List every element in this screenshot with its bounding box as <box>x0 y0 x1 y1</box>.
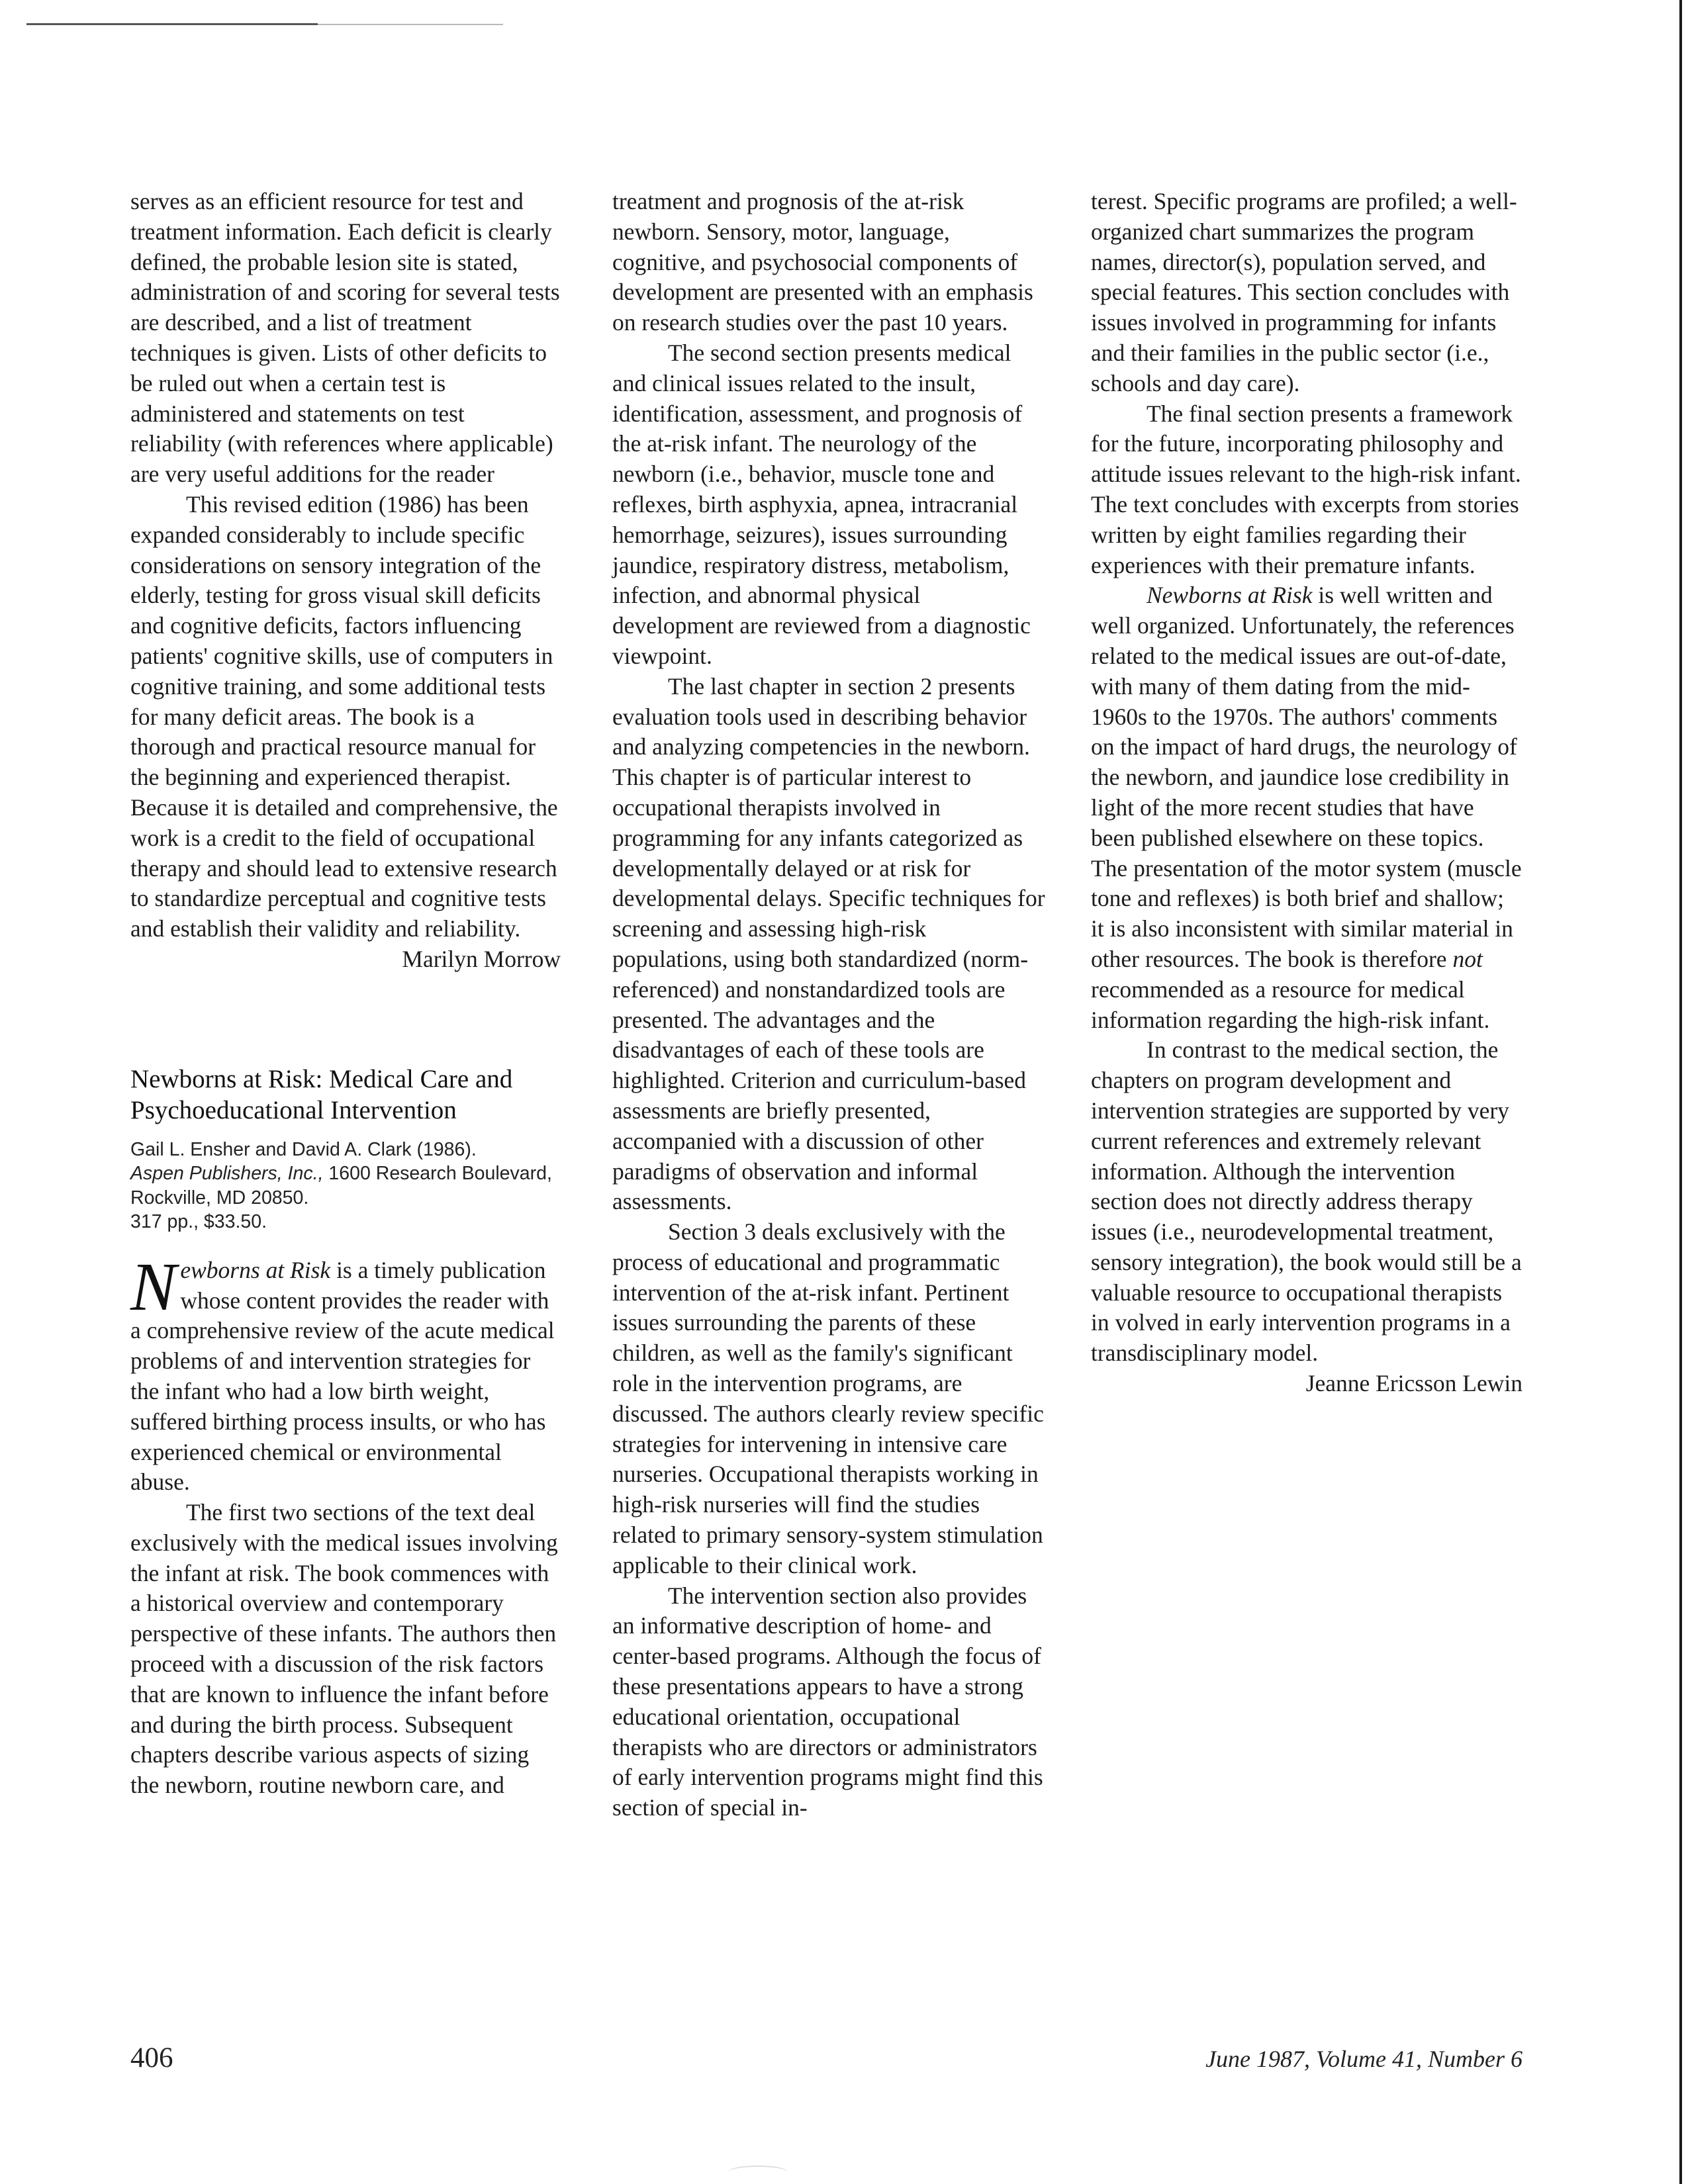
column-2 <box>612 187 1046 1823</box>
paragraph-text: recommended as a resource for medical information regarding the high-risk infant. <box>1091 976 1490 1033</box>
column-1 <box>130 187 561 1801</box>
paragraph <box>130 1248 561 1498</box>
paragraph: This revised edition (1986) has been expanded considerably to include specific considerations on sensory integration of the elderly, testing for gross visual skill deficits and cognitive deficits, factors influencing patients' cognitive skills, use of computers in cognitive training, and some additional tests for many deficit areas. The book is a thorough and practical resource manual for the beginning and experienced therapist. Because it is detailed and comprehensive, the work is a credit to the field of occupational therapy and should lead to extensive research to standardize perceptual and cognitive tests and establish their validity and reliability. <box>130 490 558 942</box>
book-address: 1600 Research Boulevard, Rockville, MD 20850. <box>130 1163 552 1208</box>
book-publisher: Aspen Publishers, Inc., <box>130 1163 324 1185</box>
book-citation <box>130 1138 561 1234</box>
page-edge <box>1679 0 1682 2184</box>
column-3 <box>1091 187 1523 1399</box>
book-publisher-line <box>130 1161 561 1210</box>
paragraph-text: is a timely publication whose content provides the reader with a comprehensive review of the acute medical problems of and intervention strategies for the infant who had a low birth weight, suffered birthing process insults, or who has experienced chemical or environmental abuse. <box>130 1256 555 1496</box>
book-title-italic: ewborns at Risk <box>180 1256 331 1283</box>
book-price: 317 pp., $33.50. <box>130 1211 267 1233</box>
paragraph: In contrast to the medical section, the chapters on program development and intervention strategies are supported by very current references and extremely relevant information. Although the intervention section does not directly address therapy issues (i.e., neurodevelopmental treatment, sensory integration), the book would still be a valuable resource to occupational therapists in volved in early intervention programs in a transdisciplinary model. <box>1091 1036 1522 1367</box>
paragraph: Section 3 deals exclusively with the process of educational and programmatic intervention of the at-risk infant. Pertinent issues surrounding the parents of these children, as well as the family's significant role in the intervention programs, are discussed. The authors clearly review specific strategies for intervening in intensive care nurseries. Occupational therapists working in high-risk nurseries will find the studies related to primary sensory-system stimulation applicable to their clinical work. <box>612 1218 1044 1578</box>
paragraph: The second section presents medical and clinical issues related to the insult, identification, assessment, and prognosis of the at-risk infant. The neurology of the newborn (i.e., behavior, muscle tone and reflexes, birth asphyxia, apnea, intracranial hemorrhage, seizures), issues surrounding jaundice, respiratory distress, metabolism, infection, and abnormal physical development are reviewed from a diagnostic viewpoint. <box>612 339 1031 669</box>
paragraph: treatment and prognosis of the at-risk newborn. Sensory, motor, language, cognitive, and psychosocial components of development are presented with an emphasis on research studies over the past 10 years. <box>612 188 1033 336</box>
review-title: Newborns at Risk: Medical Care and Psychoeducational Intervention <box>130 1064 513 1124</box>
book-authors: Gail L. Ensher and David A. Clark (1986). <box>130 1138 477 1160</box>
paragraph-text: is well written and well organized. Unfortunately, the references related to the medical issues are out-of-date, with many of them dating from the mid-1960s to the 1970s. The authors' comments on the impact of hard drugs, the neurology of the newborn, and jaundice lose credibility in light of the more recent studies that have been published elsewhere on these topics. The presentation of the motor system (muscle tone and reflexes) is both brief and shallow; it is also inconsistent with similar material in other resources. The book is therefore <box>1091 582 1522 972</box>
drop-cap: N <box>130 1248 177 1325</box>
paragraph: serves as an efficient resource for test and treatment information. Each deficit is clearly defined, the probable lesion site is stated, administration of and scoring for several tests are described, and a list of treatment techniques is given. Lists of other deficits to be ruled out when a certain test is administered and statements on test reliability (with references where applicable) are very useful additions for the reader <box>130 188 560 488</box>
reviewer-signature: Marilyn Morrow <box>402 945 561 972</box>
paragraph: terest. Specific programs are profiled; a well-organized chart summarizes the program names, director(s), population served, and special features. This section concludes with issues involved in programming for infants and their families in the public sector (i.e., schools and day care). <box>1091 188 1517 396</box>
paragraph: The intervention section also provides an informative description of home- and center-based programs. Although the focus of these presentations appears to have a strong educational orientation, occupational therapists who are directors or administrators of early intervention programs might find this section of special in- <box>612 1582 1043 1821</box>
faint-stamp-mark <box>728 2165 788 2179</box>
book-title-italic: Newborns at Risk <box>1147 582 1313 609</box>
paragraph: The final section presents a framework for the future, incorporating philosophy and attitude issues relevant to the high-risk infant. The text concludes with excerpts from stories written by eight families regarding their experiences with their premature infants. <box>1091 400 1521 578</box>
header-rule-dark <box>26 23 318 25</box>
emphasis: not <box>1452 945 1483 972</box>
paragraph: The last chapter in section 2 presents evaluation tools used in describing behavior and analyzing competencies in the newborn. This chapter is of particular interest to occupational therapists involved in programming for any infants categorized as developmentally delayed or at risk for developmental delays. Specific techniques for screening and assessing high-risk populations, using both standardized (norm-referenced) and nonstandardized tools are presented. The advantages and the disadvantages of each of these tools are highlighted. Criterion and curriculum-based assessments are briefly presented, accompanied with a discussion of other paradigms of observation and informal assessments. <box>612 672 1045 1215</box>
reviewer-signature: Jeanne Ericsson Lewin <box>1305 1370 1523 1397</box>
journal-issue: June 1987, Volume 41, Number 6 <box>1205 2046 1523 2072</box>
paragraph <box>1091 580 1523 1035</box>
paragraph: The first two sections of the text deal exclusively with the medical issues involving the infant at risk. The book commences with a historical overview and contemporary perspective of these infants. The authors then proceed with a discussion of the risk factors that are known to influence the infant before and during the birth process. Subsequent chapters describe various aspects of sizing the newborn, routine newborn care, and <box>130 1499 558 1799</box>
page-number: 406 <box>130 2042 173 2073</box>
